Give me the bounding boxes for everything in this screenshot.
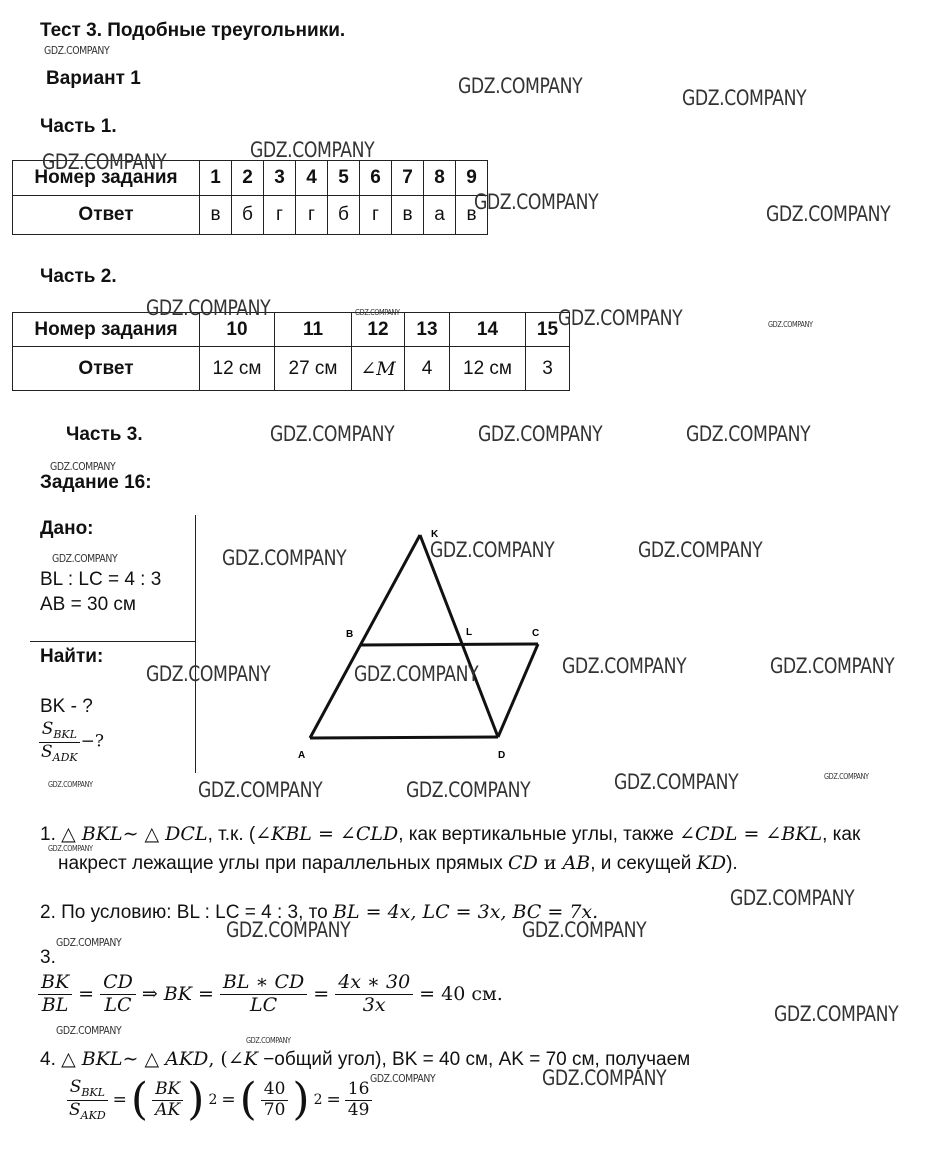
watermark: GDZ.COMPANY bbox=[768, 320, 813, 329]
part1-answer-cell: г bbox=[264, 196, 296, 235]
watermark: GDZ.COMPANY bbox=[458, 74, 583, 98]
segment-kd bbox=[420, 535, 498, 737]
page-title: Тест 3. Подобные треугольники. bbox=[40, 20, 346, 41]
watermark: GDZ.COMPANY bbox=[774, 1002, 899, 1026]
part1-task-number: 9 bbox=[456, 161, 488, 196]
find-label: Найти: bbox=[40, 646, 104, 667]
watermark: GDZ.COMPANY bbox=[42, 150, 167, 174]
find-area-ratio: $\frac{S_{BKL}}{S_{ADK}}$ −? bbox=[38, 720, 104, 764]
watermark: GDZ.COMPANY bbox=[474, 190, 599, 214]
part2-answer-table bbox=[12, 312, 570, 391]
part2-answer-cell: 27 см bbox=[275, 347, 352, 391]
part1-task-number: 5 bbox=[328, 161, 360, 196]
given-label: Дано: bbox=[40, 518, 94, 539]
watermark: GDZ.COMPANY bbox=[44, 44, 110, 57]
part2-task-number: 15 bbox=[526, 313, 570, 347]
solution-step4-line1: 4. △ BKL∼ △ AKD, (∠K −общий угол), BK = 40 см, AK = 70 см, получаем bbox=[40, 1048, 691, 1070]
part2-task-number: 13 bbox=[405, 313, 450, 347]
part1-task-number: 4 bbox=[296, 161, 328, 196]
watermark: GDZ.COMPANY bbox=[522, 918, 647, 942]
part2-label: Часть 2. bbox=[40, 266, 117, 287]
watermark: GDZ.COMPANY bbox=[824, 772, 869, 781]
point-label-b: B bbox=[346, 629, 354, 640]
watermark: GDZ.COMPANY bbox=[478, 422, 603, 446]
part1-task-number: 3 bbox=[264, 161, 296, 196]
watermark: GDZ.COMPANY bbox=[50, 460, 116, 473]
point-label-k: K bbox=[431, 529, 439, 540]
watermark: GDZ.COMPANY bbox=[48, 844, 93, 853]
part1-answer-cell: а bbox=[424, 196, 456, 235]
solution-step1-line2: накрест лежащие углы при параллельных прямых CD и AB, и секущей KD). bbox=[58, 852, 738, 874]
part1-answer-cell: г bbox=[360, 196, 392, 235]
part1-task-number: 2 bbox=[232, 161, 264, 196]
watermark: GDZ.COMPANY bbox=[246, 1036, 291, 1045]
watermark: GDZ.COMPANY bbox=[52, 552, 118, 565]
given-divider-horizontal bbox=[30, 641, 196, 642]
watermark: GDZ.COMPANY bbox=[770, 654, 895, 678]
part1-answer-cell: г bbox=[296, 196, 328, 235]
solution-step2: 2. По условию: BL : LC = 4 : 3, то BL = 4x, LC = 3x, BC = 7x. bbox=[40, 901, 599, 923]
watermark: GDZ.COMPANY bbox=[558, 306, 683, 330]
point-label-l: L bbox=[466, 627, 473, 638]
task16-label: Задание 16: bbox=[40, 472, 152, 493]
variant-label: Вариант 1 bbox=[46, 68, 141, 89]
watermark: GDZ.COMPANY bbox=[686, 422, 811, 446]
part2-answer-cell: 12 см bbox=[450, 347, 526, 391]
part1-task-number: 8 bbox=[424, 161, 456, 196]
part2-task-header: Номер задания bbox=[13, 313, 200, 347]
solution-step3-formula: $\frac{BK}{BL}$ = $\frac{CD}{LC}$ ⇒ BK = $\frac{BL ∗ CD}{LC}$ = $\frac{4x ∗ 30}{3x}$ = 40 см. bbox=[38, 972, 503, 1017]
part1-task-header: Номер задания bbox=[13, 161, 200, 196]
point-label-d: D bbox=[498, 750, 506, 761]
watermark: GDZ.COMPANY bbox=[56, 1024, 122, 1037]
watermark: GDZ.COMPANY bbox=[354, 662, 479, 686]
part1-task-number: 7 bbox=[392, 161, 424, 196]
watermark: GDZ.COMPANY bbox=[682, 86, 807, 110]
part3-label: Часть 3. bbox=[66, 424, 143, 445]
part1-answer-cell: б bbox=[328, 196, 360, 235]
watermark: GDZ.COMPANY bbox=[226, 918, 351, 942]
given-ratio: BL : LC = 4 : 3 bbox=[40, 569, 162, 590]
watermark: GDZ.COMPANY bbox=[146, 662, 271, 686]
part2-answer-cell: 12 см bbox=[200, 347, 275, 391]
watermark: GDZ.COMPANY bbox=[355, 308, 400, 317]
solution-step1-line1: 1. △ BKL∼ △ DCL, т.к. (∠KBL = ∠CLD, как вертикальные углы, также ∠CDL = ∠BKL, как bbox=[40, 823, 861, 845]
find-bk: BK - ? bbox=[40, 696, 93, 717]
point-label-c: C bbox=[532, 628, 540, 639]
part2-answer-header: Ответ bbox=[13, 347, 200, 391]
watermark: GDZ.COMPANY bbox=[222, 546, 347, 570]
watermark: GDZ.COMPANY bbox=[370, 1072, 436, 1085]
watermark: GDZ.COMPANY bbox=[542, 1066, 667, 1090]
solution-step3-number: 3. bbox=[40, 947, 56, 968]
part2-task-number: 11 bbox=[275, 313, 352, 347]
watermark: GDZ.COMPANY bbox=[198, 778, 323, 802]
watermark: GDZ.COMPANY bbox=[730, 886, 855, 910]
watermark: GDZ.COMPANY bbox=[562, 654, 687, 678]
part1-answer-cell: в bbox=[200, 196, 232, 235]
part2-task-number: 14 bbox=[450, 313, 526, 347]
given-ab: AB = 30 см bbox=[40, 594, 136, 615]
watermark: GDZ.COMPANY bbox=[250, 138, 375, 162]
part1-label: Часть 1. bbox=[40, 116, 117, 137]
part1-answer-header: Ответ bbox=[13, 196, 200, 235]
segment-cd bbox=[498, 644, 538, 737]
part2-answer-cell: 4 bbox=[405, 347, 450, 391]
watermark: GDZ.COMPANY bbox=[430, 538, 555, 562]
part2-task-number: 12 bbox=[352, 313, 405, 347]
part2-task-number: 10 bbox=[200, 313, 275, 347]
watermark: GDZ.COMPANY bbox=[56, 936, 122, 949]
given-divider-vertical bbox=[195, 515, 196, 773]
part1-answer-cell: в bbox=[392, 196, 424, 235]
segment-bc bbox=[360, 644, 538, 645]
part1-task-number: 6 bbox=[360, 161, 392, 196]
part2-answer-cell: ∠M bbox=[352, 347, 405, 391]
solution-step4-formula: $\frac{S_{BKL}}{S_{AKD}}$ = ( $\frac{BK}{AK}$ ) 2 = ( $\frac{40}{70}$ ) 2 = $\frac{16}{49}$ bbox=[66, 1078, 372, 1122]
part2-answer-cell: 3 bbox=[526, 347, 570, 391]
point-label-a: A bbox=[298, 750, 306, 761]
watermark: GDZ.COMPANY bbox=[614, 770, 739, 794]
part1-task-number: 1 bbox=[200, 161, 232, 196]
watermark: GDZ.COMPANY bbox=[270, 422, 395, 446]
watermark: GDZ.COMPANY bbox=[146, 296, 271, 320]
part1-answer-cell: в bbox=[456, 196, 488, 235]
watermark: GDZ.COMPANY bbox=[48, 780, 93, 789]
part1-answer-cell: б bbox=[232, 196, 264, 235]
segment-ad bbox=[310, 737, 498, 738]
watermark: GDZ.COMPANY bbox=[766, 202, 891, 226]
watermark: GDZ.COMPANY bbox=[638, 538, 763, 562]
watermark: GDZ.COMPANY bbox=[406, 778, 531, 802]
